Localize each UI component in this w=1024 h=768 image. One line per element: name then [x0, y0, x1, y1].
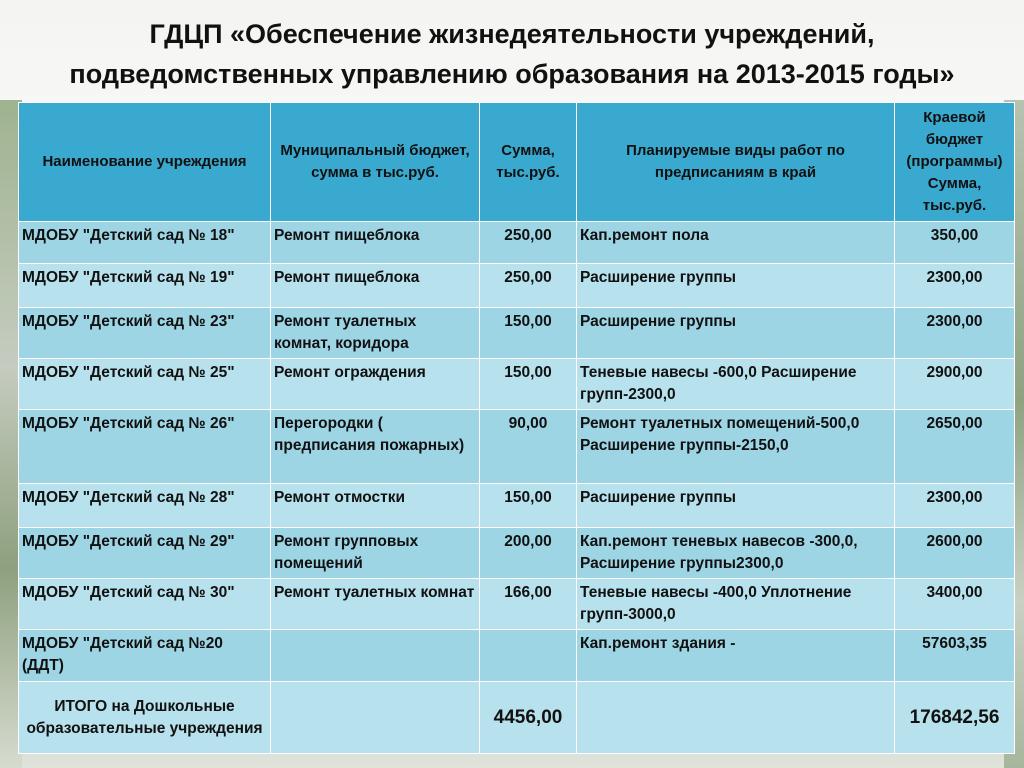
cell-name: МДОБУ "Детский сад № 19"	[19, 264, 271, 308]
header-row	[19, 103, 1015, 222]
cell-sum: 150,00	[480, 308, 577, 359]
header-municipal: Муниципальный бюджет, сумма в тыс.руб.	[271, 103, 480, 222]
cell-municipal: Ремонт пищеблока	[271, 264, 480, 308]
total-regional: 176842,56	[895, 682, 1015, 754]
cell-planned: Расширение группы	[577, 484, 895, 528]
cell-regional: 2300,00	[895, 484, 1015, 528]
cell-name: МДОБУ "Детский сад №20 (ДДТ)	[19, 630, 271, 682]
cell-name: МДОБУ "Детский сад № 28"	[19, 484, 271, 528]
table-row	[19, 308, 1015, 359]
cell-planned: Кап.ремонт теневых навесов -300,0, Расширение группы2300,0	[577, 528, 895, 579]
table-row	[19, 579, 1015, 630]
cell-planned: Расширение группы	[577, 264, 895, 308]
cell-planned: Расширение группы	[577, 308, 895, 359]
cell-sum: 250,00	[480, 264, 577, 308]
cell-planned: Теневые навесы -600,0 Расширение групп-2300,0	[577, 359, 895, 410]
total-planned-empty	[577, 682, 895, 754]
header-name: Наименование учреждения	[19, 103, 271, 222]
title-line-2: подведомственных управлению образования на 2013-2015 годы»	[69, 59, 955, 89]
cell-regional: 2650,00	[895, 410, 1015, 484]
table-row	[19, 528, 1015, 579]
header-planned: Планируемые виды работ по предписаниям в край	[577, 103, 895, 222]
institutions-table	[18, 102, 1015, 754]
cell-municipal: Ремонт туалетных комнат, коридора	[271, 308, 480, 359]
cell-sum	[480, 630, 577, 682]
cell-regional: 350,00	[895, 222, 1015, 264]
table-row	[19, 484, 1015, 528]
cell-regional: 57603,35	[895, 630, 1015, 682]
cell-regional: 2300,00	[895, 264, 1015, 308]
cell-planned: Ремонт туалетных помещений-500,0 Расширение группы-2150,0	[577, 410, 895, 484]
table-row	[19, 630, 1015, 682]
cell-regional: 3400,00	[895, 579, 1015, 630]
cell-municipal: Ремонт туалетных комнат	[271, 579, 480, 630]
cell-regional: 2600,00	[895, 528, 1015, 579]
cell-sum: 150,00	[480, 359, 577, 410]
cell-sum: 250,00	[480, 222, 577, 264]
table-row	[19, 359, 1015, 410]
title-line-1: ГДЦП «Обеспечение жизнедеятельности учреждений,	[149, 19, 875, 49]
cell-regional: 2900,00	[895, 359, 1015, 410]
cell-name: МДОБУ "Детский сад № 25"	[19, 359, 271, 410]
total-row	[19, 682, 1015, 754]
cell-municipal: Ремонт групповых помещений	[271, 528, 480, 579]
cell-sum: 166,00	[480, 579, 577, 630]
table-row	[19, 264, 1015, 308]
header-sum: Сумма, тыс.руб.	[480, 103, 577, 222]
cell-name: МДОБУ "Детский сад № 29"	[19, 528, 271, 579]
table-row	[19, 410, 1015, 484]
cell-name: МДОБУ "Детский сад № 23"	[19, 308, 271, 359]
cell-name: МДОБУ "Детский сад № 26"	[19, 410, 271, 484]
cell-name: МДОБУ "Детский сад № 18"	[19, 222, 271, 264]
table-row	[19, 222, 1015, 264]
cell-name: МДОБУ "Детский сад № 30"	[19, 579, 271, 630]
cell-municipal: Ремонт отмостки	[271, 484, 480, 528]
total-municipal-empty	[271, 682, 480, 754]
cell-planned: Теневые навесы -400,0 Уплотнение групп-3000,0	[577, 579, 895, 630]
cell-sum: 200,00	[480, 528, 577, 579]
total-label: ИТОГО на Дошкольные образовательные учреждения	[19, 682, 271, 754]
slide-title	[0, 14, 1024, 94]
cell-regional: 2300,00	[895, 308, 1015, 359]
cell-municipal: Перегородки ( предписания пожарных)	[271, 410, 480, 484]
cell-sum: 150,00	[480, 484, 577, 528]
total-sum: 4456,00	[480, 682, 577, 754]
header-regional: Краевой бюджет (программы) Сумма, тыс.руб.	[895, 103, 1015, 222]
cell-municipal: Ремонт ограждения	[271, 359, 480, 410]
cell-planned: Кап.ремонт здания -	[577, 630, 895, 682]
cell-sum: 90,00	[480, 410, 577, 484]
cell-municipal: Ремонт пищеблока	[271, 222, 480, 264]
cell-municipal	[271, 630, 480, 682]
cell-planned: Кап.ремонт пола	[577, 222, 895, 264]
